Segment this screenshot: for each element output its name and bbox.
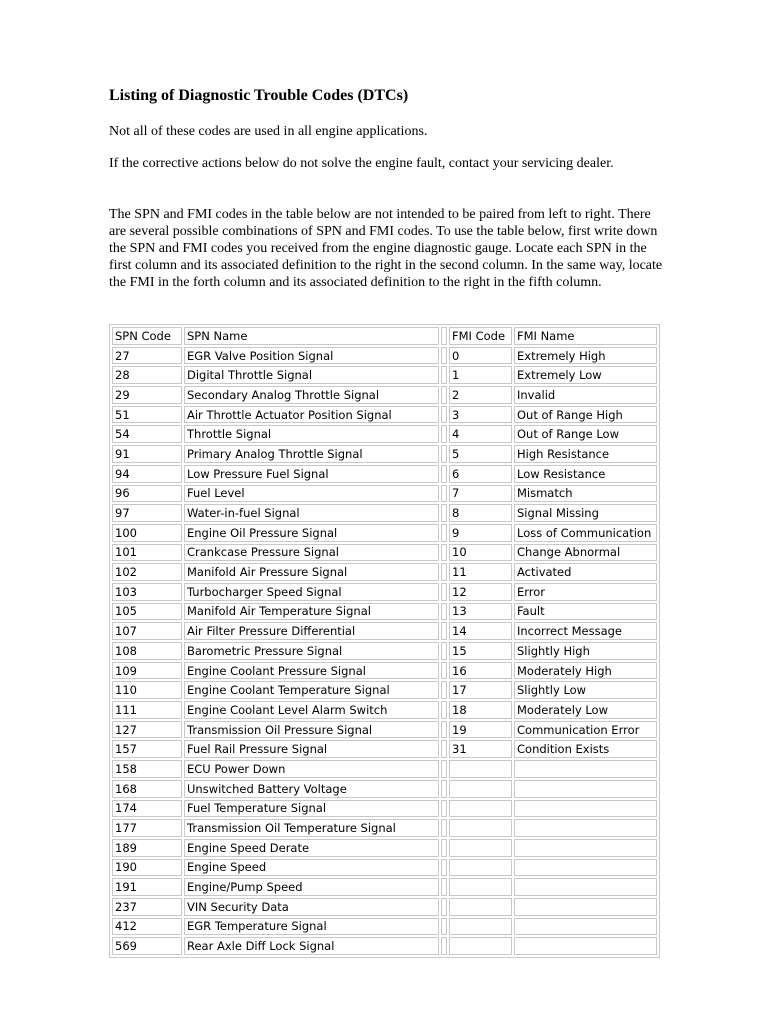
- spn-name-cell: Engine Speed: [184, 859, 439, 877]
- spn-name-cell: Fuel Temperature Signal: [184, 800, 439, 818]
- spn-code-cell: 111: [112, 701, 182, 719]
- spn-name-cell: Turbocharger Speed Signal: [184, 583, 439, 601]
- spn-code-cell: 97: [112, 504, 182, 522]
- table-row: [112, 819, 657, 837]
- dtc-table: [109, 324, 660, 958]
- fmi-code-cell: 16: [449, 662, 512, 680]
- header-fmi-name: FMI Name: [514, 327, 657, 345]
- table-row: [112, 445, 657, 463]
- column-gap: [441, 465, 447, 483]
- spn-code-cell: 100: [112, 524, 182, 542]
- fmi-name-cell: [514, 898, 657, 916]
- fmi-code-cell: 2: [449, 386, 512, 404]
- spn-code-cell: 51: [112, 406, 182, 424]
- fmi-code-cell: [449, 839, 512, 857]
- fmi-name-cell: Invalid: [514, 386, 657, 404]
- spn-code-cell: 190: [112, 859, 182, 877]
- column-gap: [441, 544, 447, 562]
- table-row: [112, 859, 657, 877]
- table-row: [112, 563, 657, 581]
- column-gap: [441, 366, 447, 384]
- spn-name-cell: Throttle Signal: [184, 425, 439, 443]
- spn-code-cell: 96: [112, 485, 182, 503]
- column-gap: [441, 327, 447, 345]
- fmi-code-cell: 17: [449, 681, 512, 699]
- column-gap: [441, 898, 447, 916]
- table-row: [112, 740, 657, 758]
- fmi-name-cell: Low Resistance: [514, 465, 657, 483]
- spn-code-cell: 27: [112, 347, 182, 365]
- fmi-code-cell: 15: [449, 642, 512, 660]
- table-row: [112, 425, 657, 443]
- fmi-name-cell: [514, 839, 657, 857]
- fmi-name-cell: Slightly High: [514, 642, 657, 660]
- spn-code-cell: 569: [112, 937, 182, 955]
- fmi-code-cell: [449, 760, 512, 778]
- spn-code-cell: 28: [112, 366, 182, 384]
- fmi-name-cell: Signal Missing: [514, 504, 657, 522]
- spn-name-cell: Barometric Pressure Signal: [184, 642, 439, 660]
- spn-name-cell: Manifold Air Temperature Signal: [184, 603, 439, 621]
- fmi-name-cell: Out of Range High: [514, 406, 657, 424]
- table-header-row: [112, 327, 657, 345]
- fmi-code-cell: 11: [449, 563, 512, 581]
- table-row: [112, 386, 657, 404]
- column-gap: [441, 642, 447, 660]
- fmi-code-cell: 5: [449, 445, 512, 463]
- spn-code-cell: 29: [112, 386, 182, 404]
- spn-code-cell: 109: [112, 662, 182, 680]
- column-gap: [441, 859, 447, 877]
- column-gap: [441, 800, 447, 818]
- fmi-name-cell: [514, 918, 657, 936]
- column-gap: [441, 740, 447, 758]
- spn-name-cell: Crankcase Pressure Signal: [184, 544, 439, 562]
- fmi-code-cell: 1: [449, 366, 512, 384]
- fmi-name-cell: Moderately High: [514, 662, 657, 680]
- table-row: [112, 544, 657, 562]
- column-gap: [441, 485, 447, 503]
- spn-name-cell: Engine Coolant Temperature Signal: [184, 681, 439, 699]
- usage-instructions-paragraph: The SPN and FMI codes in the table below are not intended to be paired from left to right. There are several possible combinations of SPN and FMI codes. To use the table below, first write down the SPN and FMI codes you received from the engine diagnostic gauge. Locate each SPN in the first column and its associated definition to the right in the second column. In the same way, locate the FMI in the forth column and its associated definition to the right in the fifth column.: [109, 207, 663, 290]
- spn-code-cell: 105: [112, 603, 182, 621]
- header-fmi-code: FMI Code: [449, 327, 512, 345]
- fmi-name-cell: Slightly Low: [514, 681, 657, 699]
- spn-code-cell: 94: [112, 465, 182, 483]
- column-gap: [441, 583, 447, 601]
- spn-code-cell: 108: [112, 642, 182, 660]
- spn-name-cell: Engine/Pump Speed: [184, 878, 439, 896]
- fmi-name-cell: [514, 760, 657, 778]
- fmi-code-cell: 13: [449, 603, 512, 621]
- fmi-code-cell: 19: [449, 721, 512, 739]
- fmi-name-cell: Out of Range Low: [514, 425, 657, 443]
- intro-paragraph: Not all of these codes are used in all engine applications.: [109, 124, 428, 139]
- table-row: [112, 622, 657, 640]
- table-row: [112, 760, 657, 778]
- column-gap: [441, 839, 447, 857]
- table-row: [112, 524, 657, 542]
- spn-name-cell: Rear Axle Diff Lock Signal: [184, 937, 439, 955]
- spn-name-cell: Water-in-fuel Signal: [184, 504, 439, 522]
- spn-name-cell: VIN Security Data: [184, 898, 439, 916]
- fmi-name-cell: Moderately Low: [514, 701, 657, 719]
- fmi-name-cell: [514, 819, 657, 837]
- fmi-code-cell: 18: [449, 701, 512, 719]
- column-gap: [441, 563, 447, 581]
- column-gap: [441, 386, 447, 404]
- fmi-name-cell: Incorrect Message: [514, 622, 657, 640]
- column-gap: [441, 603, 447, 621]
- table-row: [112, 465, 657, 483]
- column-gap: [441, 681, 447, 699]
- spn-code-cell: 107: [112, 622, 182, 640]
- spn-code-cell: 127: [112, 721, 182, 739]
- table-row: [112, 681, 657, 699]
- column-gap: [441, 406, 447, 424]
- fmi-name-cell: Extremely High: [514, 347, 657, 365]
- column-gap: [441, 760, 447, 778]
- fmi-code-cell: [449, 918, 512, 936]
- fmi-code-cell: 0: [449, 347, 512, 365]
- fmi-code-cell: 6: [449, 465, 512, 483]
- table-row: [112, 918, 657, 936]
- spn-name-cell: Engine Speed Derate: [184, 839, 439, 857]
- column-gap: [441, 347, 447, 365]
- table-row: [112, 878, 657, 896]
- spn-name-cell: Transmission Oil Pressure Signal: [184, 721, 439, 739]
- fmi-name-cell: Change Abnormal: [514, 544, 657, 562]
- table-row: [112, 721, 657, 739]
- column-gap: [441, 524, 447, 542]
- spn-code-cell: 101: [112, 544, 182, 562]
- column-gap: [441, 622, 447, 640]
- fmi-name-cell: Communication Error: [514, 721, 657, 739]
- corrective-action-paragraph: If the corrective actions below do not solve the engine fault, contact your servicing dealer.: [109, 156, 614, 171]
- fmi-code-cell: 31: [449, 740, 512, 758]
- fmi-code-cell: [449, 819, 512, 837]
- spn-code-cell: 103: [112, 583, 182, 601]
- spn-name-cell: Engine Coolant Pressure Signal: [184, 662, 439, 680]
- spn-code-cell: 191: [112, 878, 182, 896]
- spn-code-cell: 157: [112, 740, 182, 758]
- fmi-code-cell: 3: [449, 406, 512, 424]
- column-gap: [441, 504, 447, 522]
- table-row: [112, 839, 657, 857]
- fmi-name-cell: Error: [514, 583, 657, 601]
- spn-code-cell: 237: [112, 898, 182, 916]
- table-row: [112, 485, 657, 503]
- fmi-code-cell: [449, 800, 512, 818]
- column-gap: [441, 918, 447, 936]
- fmi-code-cell: 7: [449, 485, 512, 503]
- spn-code-cell: 158: [112, 760, 182, 778]
- fmi-code-cell: [449, 898, 512, 916]
- fmi-code-cell: [449, 859, 512, 877]
- spn-code-cell: 110: [112, 681, 182, 699]
- table-row: [112, 701, 657, 719]
- column-gap: [441, 662, 447, 680]
- spn-code-cell: 91: [112, 445, 182, 463]
- header-spn-code: SPN Code: [112, 327, 182, 345]
- table-row: [112, 347, 657, 365]
- table-row: [112, 504, 657, 522]
- column-gap: [441, 721, 447, 739]
- fmi-code-cell: 9: [449, 524, 512, 542]
- spn-name-cell: Engine Oil Pressure Signal: [184, 524, 439, 542]
- column-gap: [441, 425, 447, 443]
- fmi-code-cell: [449, 780, 512, 798]
- fmi-name-cell: Mismatch: [514, 485, 657, 503]
- fmi-name-cell: Fault: [514, 603, 657, 621]
- column-gap: [441, 937, 447, 955]
- spn-name-cell: ECU Power Down: [184, 760, 439, 778]
- spn-name-cell: Fuel Level: [184, 485, 439, 503]
- spn-name-cell: Primary Analog Throttle Signal: [184, 445, 439, 463]
- fmi-name-cell: Condition Exists: [514, 740, 657, 758]
- spn-code-cell: 174: [112, 800, 182, 818]
- fmi-code-cell: 10: [449, 544, 512, 562]
- table-row: [112, 898, 657, 916]
- table-row: [112, 780, 657, 798]
- table-row: [112, 642, 657, 660]
- column-gap: [441, 780, 447, 798]
- spn-name-cell: EGR Valve Position Signal: [184, 347, 439, 365]
- fmi-name-cell: Loss of Communication: [514, 524, 657, 542]
- spn-name-cell: Low Pressure Fuel Signal: [184, 465, 439, 483]
- fmi-name-cell: High Resistance: [514, 445, 657, 463]
- spn-name-cell: EGR Temperature Signal: [184, 918, 439, 936]
- spn-name-cell: Transmission Oil Temperature Signal: [184, 819, 439, 837]
- spn-code-cell: 177: [112, 819, 182, 837]
- spn-code-cell: 168: [112, 780, 182, 798]
- table-row: [112, 603, 657, 621]
- fmi-code-cell: [449, 937, 512, 955]
- column-gap: [441, 819, 447, 837]
- spn-name-cell: Unswitched Battery Voltage: [184, 780, 439, 798]
- fmi-name-cell: [514, 937, 657, 955]
- spn-name-cell: Secondary Analog Throttle Signal: [184, 386, 439, 404]
- column-gap: [441, 878, 447, 896]
- spn-code-cell: 54: [112, 425, 182, 443]
- fmi-name-cell: [514, 780, 657, 798]
- fmi-code-cell: 14: [449, 622, 512, 640]
- column-gap: [441, 701, 447, 719]
- spn-name-cell: Manifold Air Pressure Signal: [184, 563, 439, 581]
- table-row: [112, 662, 657, 680]
- spn-code-cell: 102: [112, 563, 182, 581]
- table-row: [112, 937, 657, 955]
- spn-name-cell: Air Filter Pressure Differential: [184, 622, 439, 640]
- spn-name-cell: Fuel Rail Pressure Signal: [184, 740, 439, 758]
- fmi-code-cell: [449, 878, 512, 896]
- table-row: [112, 583, 657, 601]
- page-title: Listing of Diagnostic Trouble Codes (DTCs): [109, 87, 409, 104]
- header-spn-name: SPN Name: [184, 327, 439, 345]
- fmi-name-cell: Extremely Low: [514, 366, 657, 384]
- fmi-name-cell: [514, 800, 657, 818]
- spn-name-cell: Engine Coolant Level Alarm Switch: [184, 701, 439, 719]
- spn-code-cell: 412: [112, 918, 182, 936]
- table-row: [112, 366, 657, 384]
- fmi-name-cell: Activated: [514, 563, 657, 581]
- spn-code-cell: 189: [112, 839, 182, 857]
- column-gap: [441, 445, 447, 463]
- spn-name-cell: Digital Throttle Signal: [184, 366, 439, 384]
- fmi-name-cell: [514, 859, 657, 877]
- fmi-code-cell: 4: [449, 425, 512, 443]
- table-row: [112, 800, 657, 818]
- fmi-code-cell: 8: [449, 504, 512, 522]
- table-row: [112, 406, 657, 424]
- fmi-name-cell: [514, 878, 657, 896]
- spn-name-cell: Air Throttle Actuator Position Signal: [184, 406, 439, 424]
- fmi-code-cell: 12: [449, 583, 512, 601]
